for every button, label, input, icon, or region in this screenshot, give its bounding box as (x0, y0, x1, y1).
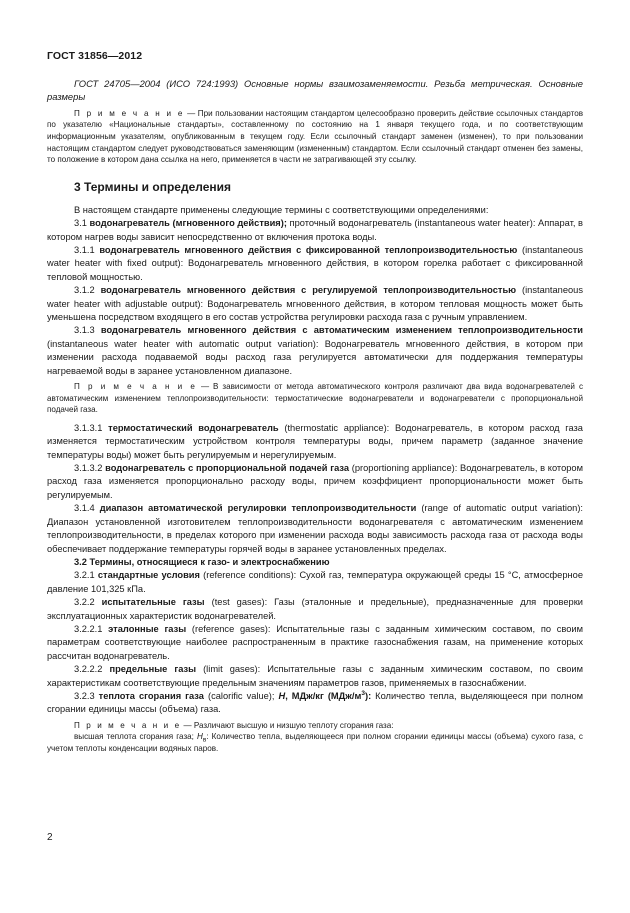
term-number: 3.2.2.2 (74, 664, 110, 675)
term-name: водонагреватель мгновенного действия с фиксированной теплопроизводительностью (99, 245, 518, 255)
term-name: водонагреватель с пропорциональной подачей газа (105, 463, 350, 474)
term-definition: Количество тепла, выделяющееся при полном сгорании единицы массы (объема) газа. (47, 690, 584, 715)
note-text: — Различают высшую и низшую теплоту сгорания газа: (181, 720, 394, 730)
term-number: 3.1.1 (74, 245, 100, 255)
term-name: теплота сгорания газа (98, 690, 204, 701)
term-name: предельные газы (109, 664, 197, 675)
term-3-1-3-2 (47, 462, 583, 502)
term-3-1-2 (47, 284, 583, 324)
term-name: испытательные газы (101, 597, 205, 608)
unit-text: , МДж/кг (МДж/м (285, 690, 362, 701)
note-line-text-end: : Количество тепла, выделяющееся при полном сгорании единицы массы (объема) сухого газа, с учетом теплоты конденсации водяных паров. (47, 732, 583, 753)
note-label: П р и м е ч а н и е (74, 108, 185, 118)
unit-text-end: ): (364, 690, 372, 701)
note-label: П р и м е ч а н и е (74, 382, 197, 392)
term-definition: (test gases): Газы (эталонные и предельные), предназначенные для проверки эксплуатационных характеристик водонагревателей. (47, 597, 583, 621)
term-number: 3.2.1 (74, 570, 98, 581)
term-definition: (reference conditions): Сухой газ, температура окружающей среды 15 °С, атмосферное давление 101,325 кПа. (47, 570, 583, 594)
term-definition: (proportioning appliance): Водонагреватель, в котором расход газа изменяется пропорционально расходу воды, причем коэффициент пропорциональности может быть регулируемым. (47, 463, 583, 500)
note-line-text: высшая теплота сгорания газа; (74, 732, 198, 742)
section-intro: В настоящем стандарте применены следующие термины с соответствующими определениями: (74, 204, 489, 215)
term-definition: (instantaneous water heater with fixed output): Водонагреватель мгновенного действия, в котором горелка работает с фиксированной тепловой мощностью. (47, 245, 583, 282)
term-3-2-2-2 (47, 663, 583, 690)
note-calorific-higher (47, 731, 583, 754)
term-3-1-1 (47, 244, 583, 284)
term-3-2-2-1 (47, 623, 583, 663)
term-definition: проточный водонагреватель (instantaneous water heater): Аппарат, в котором нагрев воды зависит непосредственно от включения протока воды. (47, 218, 583, 242)
note-text: — При пользовании настоящим стандартом целесообразно проверить действие ссылочных стандартов по указателю «Национальные стандарты», составленному по состоянию на 1 января текущего года, и по соответствующим информационным указателям, опубликованным в текущем году. Если ссылочный стандарт заменен (изменен), то при пользовании настоящим стандартом следует руководствоваться заменяющим (измененным) стандартом. Если ссылочный стандарт отменен без замены, то положение в котором дана ссылка на него, применяется в части не затрагивающей эту ссылку. (47, 108, 583, 165)
term-name: водонагреватель (мгновенного действия); (89, 218, 287, 229)
document-body (47, 77, 583, 759)
symbol-subscript: в (202, 736, 207, 744)
term-number: 3.1.4 (74, 503, 100, 514)
term-english: (calorific value); (203, 690, 279, 701)
term-definition: (instantaneous water heater with adjustable output): Водонагреватель мгновенного действия, в котором тепловая мощность может быть уменьшена посредством входящего в его состав устройства регулировки расхода газа с ручным управлением. (47, 285, 584, 323)
term-number: 3.1.3 (74, 325, 101, 336)
section-heading: 3 Термины и определения (74, 179, 232, 194)
unit-superscript: 3 (361, 689, 365, 697)
term-3-1-4 (47, 502, 583, 556)
note-label: П р и м е ч а н и е (74, 720, 182, 730)
subsection-heading-3-2: 3.2 Термины, относящиеся к газо- и электроснабжению (74, 556, 330, 567)
term-definition: (thermostatic appliance): Водонагреватель, в котором расход газа изменяется термостатическим устройством контроля температуры воды, причем параметр (заданное значение температуры воды) может быть регулируемым и нерегулируемым. (47, 422, 583, 460)
page-number: 2 (47, 832, 53, 843)
note-automatic-control (47, 381, 583, 416)
term-3-1-3 (47, 324, 583, 378)
term-name: водонагреватель мгновенного действия с автоматическим изменением теплопроизводительности (100, 325, 583, 336)
term-3-1 (47, 217, 583, 244)
term-definition: (range of automatic output variation): Диапазон установленной изготовителем теплопроизводительности водонагревателя с автоматическим изменением теплопроизводительности, в пределах которого при изменении расхода воды зависимость расхода газа от расхода воды обеспечивает поддержание температуры горячей воды в заранее установленных пределах. (47, 503, 583, 554)
term-3-2-3 (47, 690, 583, 717)
term-definition: (limit gases): Испытательные газы с заданным химическим составом, по своим характеристикам соответствующие предельным значениям параметров газов, применяемых в газоснабжении. (47, 664, 584, 688)
term-number: 3.1.2 (74, 285, 101, 296)
term-number: 3.1.3.2 (74, 463, 106, 474)
note-calorific (47, 720, 583, 732)
term-3-2-2 (47, 596, 583, 623)
term-definition: (reference gases): Испытательные газы с заданным химическим составом, по своим параметрам соответствующие наиболее распространенным в практике газоснабжения газам, на применение которых рассчитан водонагреватель. (47, 623, 584, 661)
term-name: диапазон автоматической регулировки теплопроизводительности (99, 503, 417, 514)
term-name: водонагреватель мгновенного действия с регулируемой теплопроизводительностью (100, 285, 517, 296)
note-references (47, 108, 583, 166)
document-header: ГОСТ 31856—2012 (47, 50, 143, 62)
term-number: 3.2.2.1 (74, 623, 109, 634)
term-number: 3.2.3 (74, 690, 99, 701)
term-name: термостатический водонагреватель (108, 422, 279, 433)
note-text: — В зависимости от метода автоматического контроля различают два вида водонагревателей с автоматическим изменением теплопроизводительности: термостатические водонагреватели и водонагреватели с пропорциональной подачей газа. (47, 382, 583, 415)
term-number: 3.1 (74, 218, 90, 229)
term-name: эталонные газы (108, 623, 187, 634)
term-number: 3.1.3.1 (74, 422, 109, 433)
term-3-2-1 (47, 569, 583, 596)
term-definition: (instantaneous water heater with automatic output variation): Водонагреватель мгновенного действия, в котором при изменении расхода подаваемой воды расход газа регулируется автоматически для поддержания температуры нагреваемой воды в заранее установленном диапазоне. (47, 338, 583, 376)
term-3-1-3-1 (47, 422, 583, 462)
reference-gost-24705: ГОСТ 24705—2004 (ИСО 724:1993) Основные нормы взаимозаменяемости. Резьба метрическая. Основные размеры (47, 78, 583, 103)
symbol-h: H (278, 690, 286, 701)
symbol-h: H (197, 732, 203, 742)
term-number: 3.2.2 (74, 597, 102, 608)
term-name: стандартные условия (97, 570, 200, 581)
